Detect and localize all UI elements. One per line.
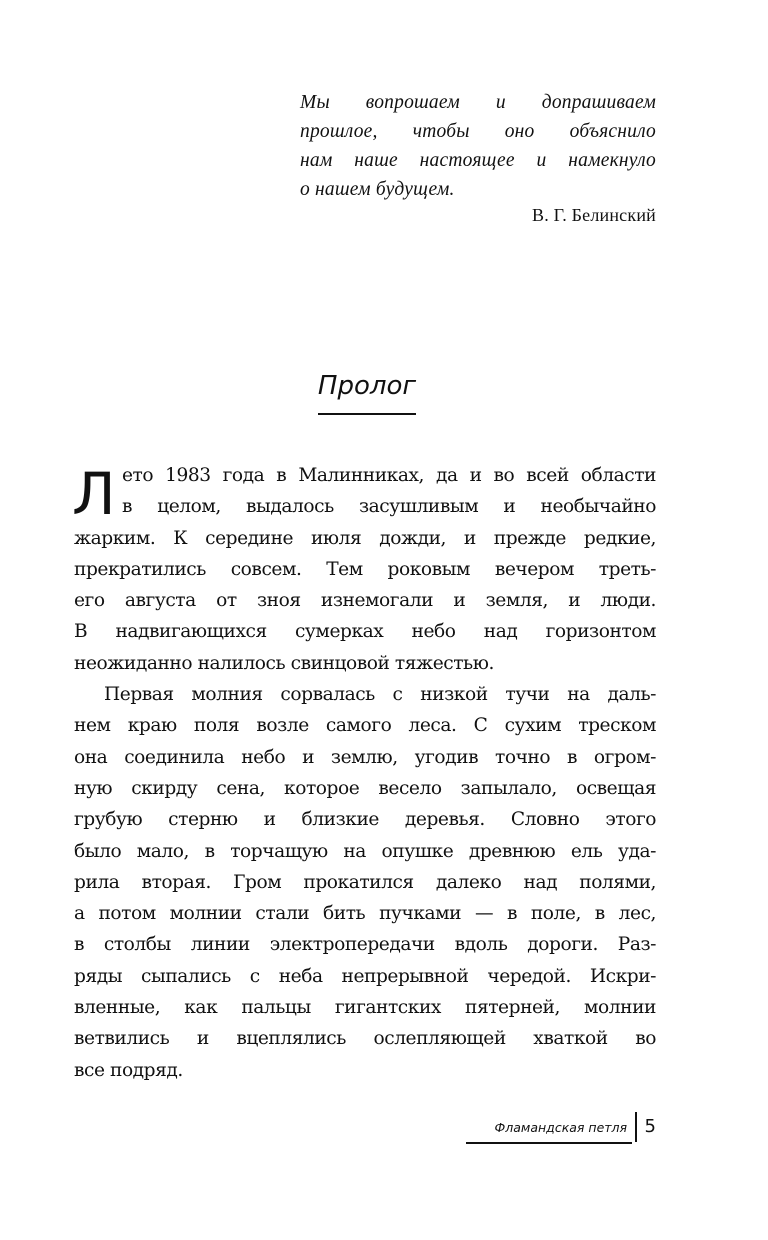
text-line: рила вторая. Гром прокатился далеко над полями, (74, 871, 656, 893)
chapter-title-underline (318, 413, 416, 415)
page-footer (495, 1112, 657, 1142)
text-line: Первая молния сорвалась с низкой тучи на даль- (104, 684, 656, 706)
text-line: ветвились и вцеплялись ослепляющей хваткой во (74, 1028, 656, 1050)
text-line: она соединила небо и землю, угодив точно в огром- (74, 746, 656, 768)
epigraph-line: Мы вопрошаем и допрашиваем (300, 92, 656, 113)
epigraph-author: В. Г. Белинский (532, 205, 656, 225)
text-line: его августа от зноя изнемогали и земля, и люди. (74, 590, 656, 612)
body-text (74, 460, 656, 1086)
text-line: а потом молнии стали бить пучками — в поле, в лес, (74, 903, 656, 925)
text-line: жарким. К середине июля дожди, и прежде редкие, (74, 527, 656, 549)
epigraph-line: нам наше настоящее и намекнуло (300, 150, 656, 171)
paragraph-1 (74, 460, 656, 679)
page-number: 5 (644, 1116, 656, 1137)
text-line: вленные, как пальцы гигантских пятерней, молнии (74, 997, 656, 1019)
text-line: было мало, в торчащую на опушке древнюю ель уда- (74, 840, 656, 862)
text-line: В надвигающихся сумерках небо над горизонтом (74, 621, 656, 643)
text-line: ето 1983 года в Малинниках, да и во всей области (122, 465, 656, 486)
text-line: ряды сыпались с неба непрерывной чередой. Искри- (74, 965, 656, 987)
text-line: неожиданно налилось свинцовой тяжестью. (74, 652, 494, 674)
paragraph-2 (74, 679, 656, 1086)
text-line: в столбы линии электропередачи вдоль дороги. Раз- (74, 934, 656, 956)
text-line: грубую стерню и близкие деревья. Словно этого (74, 809, 656, 831)
running-title: Фламандская петля (494, 1119, 628, 1135)
epigraph-line: прошлое, чтобы оно объяснило (300, 121, 656, 142)
running-title-rule (466, 1142, 632, 1144)
text-line: ную скирду сена, которое весело запылало, освещая (74, 777, 656, 799)
drop-cap: Л (72, 460, 116, 528)
epigraph-line: о нашем будущем. (300, 179, 455, 200)
text-line: нем краю поля возле самого леса. С сухим треском (74, 715, 656, 737)
text-line: в целом, выдалось засушливым и необычайно (122, 496, 656, 518)
epigraph (300, 88, 656, 204)
text-line: прекратились совсем. Тем роковым вечером треть- (74, 558, 656, 580)
footer-divider (635, 1112, 637, 1142)
chapter-title: Пролог (317, 371, 417, 401)
text-line: все подряд. (74, 1059, 183, 1081)
